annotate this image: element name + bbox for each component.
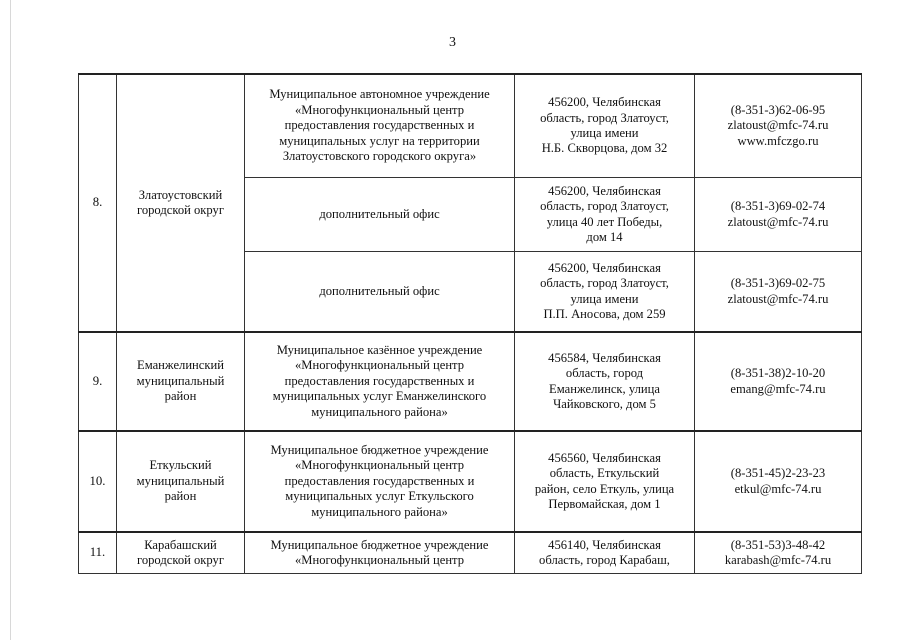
- row-number: 11.: [79, 532, 117, 574]
- address-cell: 456200, Челябинская область, город Златоуст, улица имени Н.Б. Скворцова, дом 32: [515, 74, 695, 178]
- table-row: [79, 532, 862, 574]
- institution-cell: дополнительный офис: [245, 178, 515, 252]
- table-row: [79, 431, 862, 532]
- page-number: 3: [449, 35, 456, 50]
- institution-cell: Муниципальное бюджетное учреждение «Многофункциональный центр предоставления государственных и муниципальных услуг Еткульского муниципального района»: [245, 431, 515, 532]
- address-cell: 456200, Челябинская область, город Златоуст, улица 40 лет Победы, дом 14: [515, 178, 695, 252]
- address-cell: 456560, Челябинская область, Еткульский район, село Еткуль, улица Первомайская, дом 1: [515, 431, 695, 532]
- table-row: [79, 332, 862, 431]
- contacts-cell: (8-351-38)2-10-20 emang@mfc-74.ru: [695, 332, 862, 431]
- territory-cell: Еткульский муниципальный район: [117, 431, 245, 532]
- territory-cell: Карабашский городской округ: [117, 532, 245, 574]
- contacts-cell: (8-351-3)69-02-74 zlatoust@mfc-74.ru: [695, 178, 862, 252]
- territory-cell: Златоустовский городской округ: [117, 74, 245, 332]
- institution-cell: Муниципальное казённое учреждение «Многофункциональный центр предоставления государственных и муниципальных услуг Еманжелинского муниципального района»: [245, 332, 515, 431]
- page-edge: [10, 0, 11, 640]
- row-number: 8.: [79, 74, 117, 332]
- mfc-registry-table: [78, 73, 862, 574]
- institution-cell: дополнительный офис: [245, 252, 515, 333]
- contacts-cell: (8-351-3)62-06-95 zlatoust@mfc-74.ru www.mfczgo.ru: [695, 74, 862, 178]
- row-number: 9.: [79, 332, 117, 431]
- institution-cell: Муниципальное бюджетное учреждение «Многофункциональный центр: [245, 532, 515, 574]
- contacts-cell: (8-351-45)2-23-23 etkul@mfc-74.ru: [695, 431, 862, 532]
- address-cell: 456140, Челябинская область, город Карабаш,: [515, 532, 695, 574]
- address-cell: 456200, Челябинская область, город Златоуст, улица имени П.П. Аносова, дом 259: [515, 252, 695, 333]
- territory-cell: Еманжелинский муниципальный район: [117, 332, 245, 431]
- institution-cell: Муниципальное автономное учреждение «Многофункциональный центр предоставления государственных и муниципальных услуг на территории Златоустовского городского округа»: [245, 74, 515, 178]
- contacts-cell: (8-351-3)69-02-75 zlatoust@mfc-74.ru: [695, 252, 862, 333]
- contacts-cell: (8-351-53)3-48-42 karabash@mfc-74.ru: [695, 532, 862, 574]
- address-cell: 456584, Челябинская область, город Еманжелинск, улица Чайковского, дом 5: [515, 332, 695, 431]
- row-number: 10.: [79, 431, 117, 532]
- table-row: [79, 74, 862, 178]
